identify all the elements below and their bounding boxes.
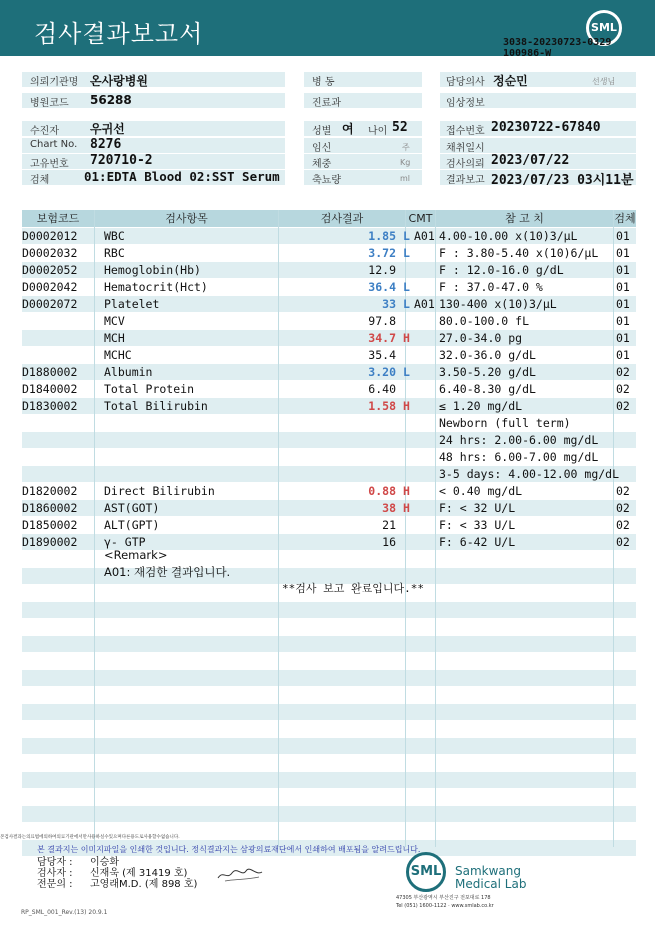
page-title: 검사결과보고서 xyxy=(34,20,204,48)
row-item: Albumin xyxy=(104,365,153,379)
request-value: 2023/07/22 xyxy=(491,153,570,168)
row-code: D1890002 xyxy=(22,535,78,549)
row-item: Hemoglobin(Hb) xyxy=(104,263,201,277)
recv-label: 접수번호 xyxy=(446,126,485,137)
row-code: D1840002 xyxy=(22,382,78,396)
chart-label: Chart No. xyxy=(30,139,78,150)
code-value: 56288 xyxy=(90,93,132,107)
row-code: D1820002 xyxy=(22,484,78,498)
id-value: 720710-2 xyxy=(90,153,153,168)
row-specimen: 01 xyxy=(616,348,630,362)
report-number-line1: 3038-20230723-0329 xyxy=(503,37,612,48)
col-divider xyxy=(435,210,436,847)
row-result: 1.85 xyxy=(368,229,396,243)
row-stripe xyxy=(22,636,636,652)
dept-label: 진료과 xyxy=(312,98,341,109)
row-cmt: A01 xyxy=(414,297,435,311)
row-flag: L xyxy=(403,229,410,243)
ward-label: 병 동 xyxy=(312,77,335,88)
row-flag: L xyxy=(403,365,410,379)
doctor-label: 담당의사 xyxy=(446,77,485,88)
row-cmt: A01 xyxy=(414,229,435,243)
row-item: γ- GTP xyxy=(104,535,146,549)
row-item: Total Bilirubin xyxy=(104,399,208,413)
row-item: ALT(GPT) xyxy=(104,518,160,532)
header-ref: 참 고 치 xyxy=(436,210,613,227)
remark-label: <Remark> xyxy=(104,548,168,562)
row-result: 1.58 xyxy=(368,399,396,413)
row-ref: 3.50-5.20 g/dL xyxy=(439,365,536,379)
weight-unit: Kg xyxy=(400,158,411,167)
row-result: 3.72 xyxy=(368,246,396,260)
row-result: 16 xyxy=(382,535,396,549)
row-specimen: 01 xyxy=(616,246,630,260)
remark-text: A01: 재검한 결과입니다. xyxy=(104,565,231,579)
row-flag: L xyxy=(403,246,410,260)
col-divider xyxy=(278,210,279,847)
row-result: 35.4 xyxy=(368,348,396,362)
company-address: 47305 부산광역시 부산진구 전포대로 178 xyxy=(396,895,491,901)
row-ref: 48 hrs: 6.00-7.00 mg/dL xyxy=(439,450,599,464)
row-item: AST(GOT) xyxy=(104,501,160,515)
id-label: 고유번호 xyxy=(30,159,69,170)
row-code: D1860002 xyxy=(22,501,78,515)
report-value: 2023/07/23 03시11분 xyxy=(491,173,634,188)
sex-value: 여 xyxy=(342,122,354,136)
row-specimen: 01 xyxy=(616,331,630,345)
row-ref: 3-5 days: 4.00-12.00 mg/dL xyxy=(439,467,620,481)
row-specimen: 02 xyxy=(616,382,630,396)
row-code: D0002012 xyxy=(22,229,78,243)
patient-row xyxy=(22,121,285,136)
row-result: 38 xyxy=(382,501,396,515)
row-item: Direct Bilirubin xyxy=(104,484,215,498)
row-code: D0002032 xyxy=(22,246,78,260)
footer-notice: 본 결과지는 이미지파일을 인쇄한 것입니다. 정식결과지는 삼광의료재단에서 인쇄하여 배포됨을 알려드립니다. xyxy=(37,845,421,854)
sml-logo: SML xyxy=(586,10,622,46)
row-result: 3.20 xyxy=(368,365,396,379)
header-item: 검사항목 xyxy=(95,210,278,227)
weight-label: 체중 xyxy=(312,159,332,170)
report-label: 결과보고 xyxy=(446,175,485,186)
row-ref: F: 6-42 U/L xyxy=(439,535,516,549)
company-contact: Tel (051) 1600-1122 · www.smlab.co.kr xyxy=(396,903,494,909)
report-number-line2: 100986-W xyxy=(503,48,552,59)
preg-label: 임신 xyxy=(312,143,332,154)
row-stripe xyxy=(22,738,636,754)
row-flag: L xyxy=(403,297,410,311)
row-item: WBC xyxy=(104,229,125,243)
row-result: 12.9 xyxy=(368,263,396,277)
row-specimen: 02 xyxy=(616,501,630,515)
row-ref: < 0.40 mg/dL xyxy=(439,484,523,498)
request-label: 검사의뢰 xyxy=(446,159,485,170)
row-item: Platelet xyxy=(104,297,160,311)
doctor-suffix: 선생님 xyxy=(592,77,616,86)
row-flag: H xyxy=(403,331,410,345)
row-item: Total Protein xyxy=(104,382,195,396)
company-name-line2: Medical Lab xyxy=(455,877,527,891)
row-result: 33 xyxy=(382,297,396,311)
row-ref: F: < 33 U/L xyxy=(439,518,516,532)
row-stripe xyxy=(22,602,636,618)
completion-message: **검사 보고 완료입니다.** xyxy=(282,582,424,595)
hosp-label: 의뢰기관명 xyxy=(30,77,79,88)
row-specimen: 02 xyxy=(616,399,630,413)
row-specimen: 02 xyxy=(616,535,630,549)
header-specimen: 검체 xyxy=(614,212,636,225)
row-specimen: 01 xyxy=(616,314,630,328)
row-ref: 4.00-10.00 x(10)3/μL xyxy=(439,229,578,243)
row-ref: F : 37.0-47.0 % xyxy=(439,280,543,294)
row-code: D0002072 xyxy=(22,297,78,311)
row-item: MCV xyxy=(104,314,125,328)
row-result: 36.4 xyxy=(368,280,396,294)
preg-unit: 주 xyxy=(402,143,410,152)
row-specimen: 02 xyxy=(616,484,630,498)
row-flag: L xyxy=(403,280,410,294)
row-code: D1850002 xyxy=(22,518,78,532)
row-specimen: 02 xyxy=(616,365,630,379)
row-item: Hematocrit(Hct) xyxy=(104,280,208,294)
row-stripe xyxy=(22,772,636,788)
header-cmt: CMT xyxy=(406,210,435,227)
row-ref: 24 hrs: 2.00-6.00 mg/dL xyxy=(439,433,599,447)
row-stripe xyxy=(22,704,636,720)
samkwang-logo: SML xyxy=(406,852,446,892)
report-number xyxy=(503,37,611,59)
row-ref: F : 3.80-5.40 x(10)6/μL xyxy=(439,246,599,260)
row-ref: 32.0-36.0 g/dL xyxy=(439,348,536,362)
row-result: 0.88 xyxy=(368,484,396,498)
row-ref: 27.0-34.0 pg xyxy=(439,331,523,345)
checker-value: 신재욱 (제 31419 호) xyxy=(90,868,188,879)
urine-label: 축뇨량 xyxy=(312,175,341,186)
code-label: 병원코드 xyxy=(30,98,69,109)
signature xyxy=(215,864,265,884)
row-specimen: 01 xyxy=(616,280,630,294)
row-flag: H xyxy=(403,484,410,498)
row-result: 6.40 xyxy=(368,382,396,396)
chart-value: 8276 xyxy=(90,137,122,152)
row-item: MCH xyxy=(104,331,125,345)
specimen-label: 검체 xyxy=(30,175,50,186)
collect-label: 채취일시 xyxy=(446,143,485,154)
age-label: 나이 xyxy=(368,126,388,137)
footer-fineprint: 본검사결과는의료법에의하여의료기관에서만사용하실수있으며다른용도로사용할수없습니다. xyxy=(0,835,180,840)
doctor-value: 정순민 xyxy=(493,74,528,88)
row-flag: H xyxy=(403,399,410,413)
person-value: 이승화 xyxy=(90,857,119,868)
header-result: 검사결과 xyxy=(279,210,405,227)
row-ref: ≤ 1.20 mg/dL xyxy=(439,399,523,413)
recv-value: 20230722-67840 xyxy=(491,120,601,135)
row-result: 34.7 xyxy=(368,331,396,345)
row-ref: Newborn (full term) xyxy=(439,416,571,430)
row-specimen: 01 xyxy=(616,297,630,311)
specimen-value: 01:EDTA Blood 02:SST Serum xyxy=(84,169,280,184)
row-result: 97.8 xyxy=(368,314,396,328)
row-specimen: 01 xyxy=(616,229,630,243)
row-ref: F: < 32 U/L xyxy=(439,501,516,515)
hosp-value: 온사랑병원 xyxy=(90,74,148,88)
row-specimen: 01 xyxy=(616,263,630,277)
row-flag: H xyxy=(403,501,410,515)
specialist-label: 전문의 : xyxy=(37,879,73,890)
row-code: D0002052 xyxy=(22,263,78,277)
person-label: 담당자 : xyxy=(37,857,73,868)
row-ref: F : 12.0-16.0 g/dL xyxy=(439,263,564,277)
row-item: MCHC xyxy=(104,348,132,362)
specialist-value: 고영래M.D. (제 898 호) xyxy=(90,879,198,890)
row-ref: 130-400 x(10)3/μL xyxy=(439,297,557,311)
row-ref: 6.40-8.30 g/dL xyxy=(439,382,536,396)
row-code: D1880002 xyxy=(22,365,78,379)
patient-value: 우귀선 xyxy=(90,122,125,136)
row-stripe xyxy=(22,670,636,686)
age-value: 52 xyxy=(392,120,408,135)
urine-unit: ml xyxy=(400,174,411,183)
row-item: RBC xyxy=(104,246,125,260)
checker-label: 검사자 : xyxy=(37,868,73,879)
row-specimen: 02 xyxy=(616,518,630,532)
company-name xyxy=(455,865,526,891)
col-divider xyxy=(613,210,614,847)
document-code: RP_SML_001_Rev.(13) 20.9.1 xyxy=(21,909,108,916)
col-divider xyxy=(94,210,95,847)
sex-label: 성별 xyxy=(312,126,332,137)
row-code: D1830002 xyxy=(22,399,78,413)
row-ref: 80.0-100.0 fL xyxy=(439,314,530,328)
row-code: D0002042 xyxy=(22,280,78,294)
patient-label: 수진자 xyxy=(30,126,59,137)
clinical-label: 임상정보 xyxy=(446,98,485,109)
row-result: 21 xyxy=(382,518,396,532)
header-code: 보험코드 xyxy=(22,210,94,227)
company-name-line1: Samkwang xyxy=(455,864,521,878)
row-stripe xyxy=(22,806,636,822)
